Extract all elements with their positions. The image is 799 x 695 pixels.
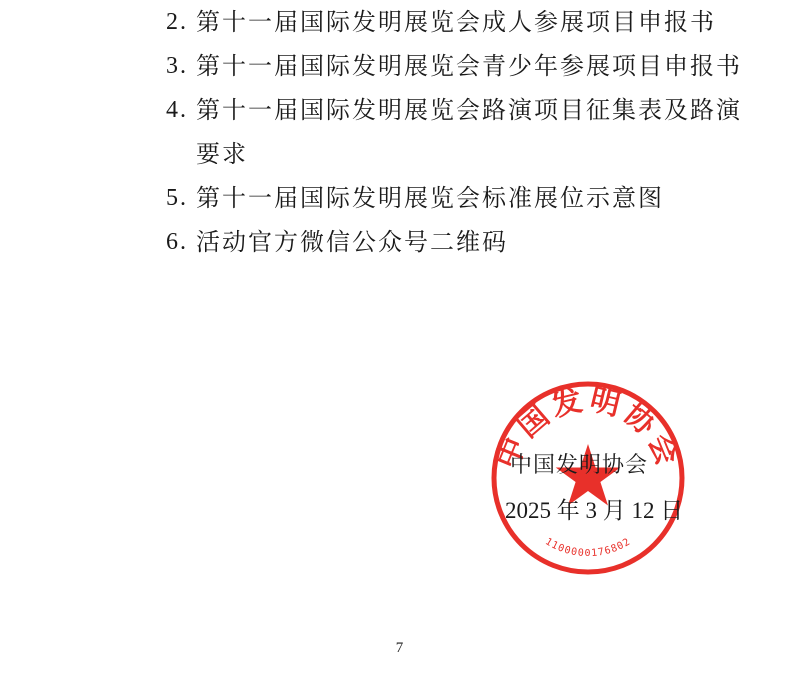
signing-date: 2025 年 3 月 12 日 <box>505 498 684 523</box>
item-text: 活动官方微信公众号二维码 <box>196 228 508 256</box>
seal-code: 1100000176802 <box>543 536 633 560</box>
item-number: 6. <box>166 229 188 255</box>
attachment-list <box>166 0 766 264</box>
item-text: 第十一届国际发明展览会青少年参展项目申报书 <box>196 52 742 80</box>
item-text: 第十一届国际发明展览会成人参展项目申报书 <box>196 8 716 36</box>
item-number: 4. <box>166 97 188 123</box>
item-number: 3. <box>166 53 188 79</box>
item-text: 第十一届国际发明展览会标准展位示意图 <box>196 184 664 212</box>
seal-arc-text: 中国发明协会 <box>489 382 687 474</box>
list-item <box>166 88 766 176</box>
list-item <box>166 44 766 88</box>
signing-organization: 中国发明协会 <box>510 453 649 478</box>
list-item <box>166 0 766 44</box>
list-item <box>166 220 766 264</box>
item-text: 第十一届国际发明展览会路演项目征集表及路演要求 <box>196 96 742 168</box>
item-number: 5. <box>166 185 188 211</box>
page-number: 7 <box>395 640 404 656</box>
item-number: 2. <box>166 9 188 35</box>
list-item <box>166 176 766 220</box>
